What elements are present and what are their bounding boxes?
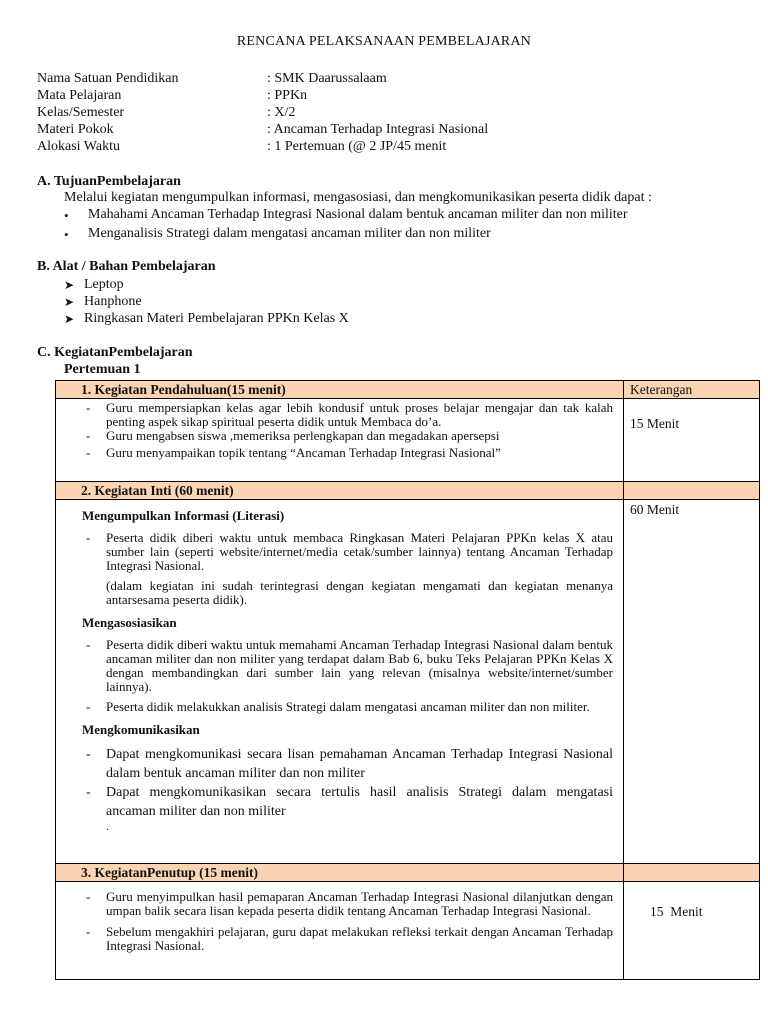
identity-value-subject: : PPKn	[267, 88, 308, 103]
inti-time: 60 Menit	[624, 500, 760, 864]
penutup-row	[56, 882, 760, 980]
meeting-label: Pertemuan 1	[64, 362, 141, 377]
arrow-bullet-icon: ➤	[64, 278, 75, 292]
pendahuluan-row	[56, 399, 760, 482]
penutup-content	[56, 882, 624, 980]
identity-label-school: Nama Satuan Pendidikan	[37, 71, 179, 86]
inti-header-row	[56, 482, 760, 500]
section-c-heading: C. KegiatanPembelajaran	[37, 345, 193, 360]
note-text: (dalam kegiatan ini sudah terintegrasi dengan kegiatan mengamati dan kegiatan menanya antarsesama peserta didik).	[106, 578, 613, 607]
list-item: - Peserta didik diberi waktu untuk memahami Ancaman Terhadap Integrasi Nasional dalam bentuk ancaman militer dan non militer yang terdapat dalam Bab 6, buku Teks Pelajaran PPKn Kelas X dengan membandingkan dari sumber lain yang relevan (misalnya website/internet/sumber lainnya).	[86, 637, 613, 694]
arrow-bullet-icon: ➤	[64, 295, 75, 309]
pendahuluan-time: 15 Menit	[624, 399, 760, 482]
sub-heading-asosiasi: Mengasosiasikan	[82, 615, 177, 630]
tool-item: Leptop	[84, 277, 124, 292]
pendahuluan-content	[56, 399, 624, 482]
inti-content	[56, 500, 624, 864]
penutup-header-side	[624, 864, 760, 882]
inti-header: 2. Kegiatan Inti (60 menit)	[56, 482, 624, 500]
activity-table	[55, 380, 760, 980]
penutup-header-row	[56, 864, 760, 882]
pendahuluan-header-row	[56, 381, 760, 399]
penutup-time: 15 Menit	[624, 882, 760, 980]
list-item: - Guru menyampaikan topik tentang “Ancaman Terhadap Integrasi Nasional”	[86, 445, 501, 460]
list-item: - Guru mengabsen siswa ,memeriksa perlengkapan dan megadakan apersepsi	[86, 428, 500, 443]
list-item: - Sebelum mengakhiri pelajaran, guru dapat melakukan refleksi terkait dengan Ancaman Terhadap Integrasi Nasional.	[86, 924, 613, 953]
pendahuluan-header: 1. Kegiatan Pendahuluan(15 menit)	[56, 381, 624, 399]
tool-item: Hanphone	[84, 294, 142, 309]
section-a-heading: A. TujuanPembelajaran	[37, 174, 181, 189]
identity-value-topic: : Ancaman Terhadap Integrasi Nasional	[267, 122, 489, 137]
section-a-intro: Melalui kegiatan mengumpulkan informasi, mengasosiasi, dan mengkomunikasikan peserta didik dapat :	[64, 190, 652, 205]
list-item: - Dapat mengkomunikasi secara lisan pemahaman Ancaman Terhadap Integrasi Nasional dalam bentuk ancaman militer dan non militer	[86, 747, 613, 781]
keterangan-header: Keterangan	[624, 381, 760, 399]
inti-row	[56, 500, 760, 864]
identity-value-school: : SMK Daarussalaam	[267, 71, 387, 86]
identity-label-topic: Materi Pokok	[37, 122, 114, 137]
bullet-icon: •	[64, 227, 69, 242]
list-item: - Guru mempersiapkan kelas agar lebih kondusif untuk proses belajar mengajar dan tak kalah penting aspek sikap spiritual peserta didik untuk Membaca do’a.	[86, 400, 613, 429]
identity-value-class: : X/2	[267, 105, 296, 120]
identity-label-subject: Mata Pelajaran	[37, 88, 122, 103]
list-item: - Dapat mengkomunikasikan secara tertulis hasil analisis Strategi dalam mengatasi ancaman militer dan non militer	[86, 785, 613, 819]
objective-item: Menganalisis Strategi dalam mengatasi ancaman militer dan non militer	[88, 226, 491, 241]
identity-label-class: Kelas/Semester	[37, 105, 125, 120]
page-title: RENCANA PELAKSANAAN PEMBELAJARAN	[236, 34, 532, 49]
sub-heading-literasi: Mengumpulkan Informasi (Literasi)	[82, 508, 285, 523]
tool-item: Ringkasan Materi Pembelajaran PPKn Kelas X	[84, 311, 349, 326]
sub-heading-komunikasi: Mengkomunikasikan	[82, 722, 200, 737]
identity-label-time: Alokasi Waktu	[37, 139, 120, 154]
penutup-header: 3. KegiatanPenutup (15 menit)	[56, 864, 624, 882]
identity-value-time: : 1 Pertemuan (@ 2 JP/45 menit	[267, 139, 447, 154]
section-b-heading: B. Alat / Bahan Pembelajaran	[37, 259, 216, 274]
list-item: - Peserta didik melakukkan analisis Strategi dalam mengatasi ancaman militer dan non militer.	[86, 699, 590, 714]
list-item: - Peserta didik diberi waktu untuk membaca Ringkasan Materi Pelajaran PPKn kelas X atau sumber lain (seperti website/internet/media cetak/sumber lainnya) tentang Ancaman Terhadap Integrasi Nasional.	[86, 530, 613, 573]
objective-item: Mahahami Ancaman Terhadap Integrasi Nasional dalam bentuk ancaman militer dan non militer	[88, 207, 628, 222]
arrow-bullet-icon: ➤	[64, 312, 75, 326]
inti-header-side	[624, 482, 760, 500]
list-item: - Guru menyimpulkan hasil pemaparan Ancaman Terhadap Integrasi Nasional dilanjutkan dengan umpan balik secara lisan kepada peserta didik tentang Ancaman Terhadap Integrasi Nasional.	[86, 889, 613, 918]
bullet-icon: •	[64, 208, 69, 223]
trailing-mark: .	[106, 819, 109, 833]
